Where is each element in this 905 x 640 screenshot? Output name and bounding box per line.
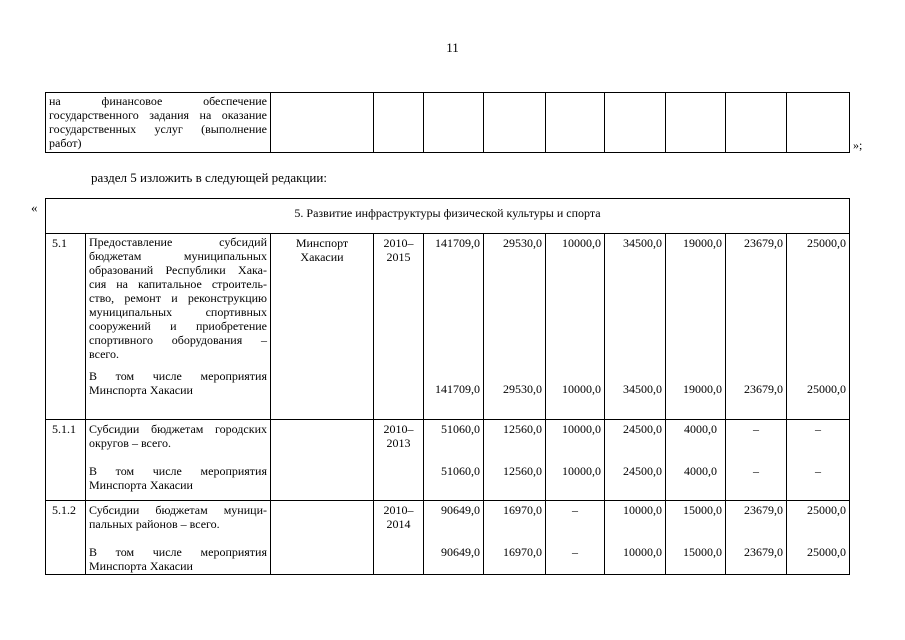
sub-value: 25000,0 bbox=[807, 382, 846, 396]
value: 23679,0 bbox=[744, 236, 783, 250]
value: 29530,0 bbox=[503, 236, 542, 250]
empty-cell bbox=[424, 93, 484, 153]
value: 12560,0 bbox=[503, 422, 542, 436]
row-description bbox=[86, 501, 271, 575]
value: 141709,0 bbox=[435, 236, 480, 250]
period: 2010– 2015 bbox=[374, 234, 424, 420]
desc-line: сия на капитальное строитель- bbox=[89, 277, 267, 291]
value: 90649,0 bbox=[441, 503, 480, 517]
value: 24500,0 bbox=[623, 422, 662, 436]
value-cell bbox=[424, 420, 484, 501]
sub-value: 10000,0 bbox=[562, 464, 601, 478]
section-title: 5. Развитие инфраструктуры физической культуры и спорта bbox=[46, 199, 850, 234]
previous-table-fragment bbox=[45, 92, 850, 153]
sub-value: 16970,0 bbox=[503, 545, 542, 559]
value-cell bbox=[726, 501, 787, 575]
closing-quote: »; bbox=[853, 138, 863, 152]
sub-value: 34500,0 bbox=[623, 382, 662, 396]
value: 25000,0 bbox=[807, 503, 846, 517]
sub-value: 90649,0 bbox=[441, 545, 480, 559]
period: 2010– 2013 bbox=[374, 420, 424, 501]
value: 51060,0 bbox=[441, 422, 480, 436]
empty-cell bbox=[484, 93, 546, 153]
period: 2010– 2014 bbox=[374, 501, 424, 575]
table-row bbox=[46, 420, 850, 501]
table-row bbox=[46, 93, 850, 153]
value: 16970,0 bbox=[503, 503, 542, 517]
value-cell bbox=[424, 501, 484, 575]
sub-value: 15000,0 bbox=[683, 545, 722, 559]
row-description bbox=[86, 234, 271, 420]
row-description bbox=[86, 420, 271, 501]
desc-line: сооружений и приобретение bbox=[89, 319, 267, 333]
desc-text: Субсидии бюджетам городских округов – всего. bbox=[89, 422, 267, 450]
executor bbox=[271, 501, 374, 575]
value-cell bbox=[605, 234, 666, 420]
value-cell bbox=[546, 501, 605, 575]
value-cell bbox=[787, 501, 850, 575]
value: 19000,0 bbox=[683, 236, 722, 250]
value: 25000,0 bbox=[807, 236, 846, 250]
sub-value: – bbox=[572, 545, 578, 559]
value-cell bbox=[546, 420, 605, 501]
sub-description: В том числе мероприятия Минспорта Хакасии bbox=[89, 464, 267, 492]
value-cell bbox=[666, 501, 726, 575]
sub-value: 25000,0 bbox=[807, 545, 846, 559]
value-cell bbox=[787, 234, 850, 420]
sub-value: 141709,0 bbox=[435, 382, 480, 396]
value-cell bbox=[484, 420, 546, 501]
empty-cell bbox=[546, 93, 605, 153]
sub-value: 4000,0 bbox=[684, 464, 717, 478]
sub-value: 23679,0 bbox=[744, 545, 783, 559]
empty-cell bbox=[605, 93, 666, 153]
desc-line: образований Республики Хака- bbox=[89, 263, 267, 277]
value: – bbox=[815, 422, 821, 436]
value-cell bbox=[666, 420, 726, 501]
value: – bbox=[753, 422, 759, 436]
empty-cell bbox=[271, 93, 374, 153]
row-number: 5.1 bbox=[46, 234, 86, 420]
section-header-row bbox=[46, 199, 850, 234]
desc-line: работ) bbox=[49, 136, 82, 150]
program-table bbox=[45, 198, 850, 575]
value-cell bbox=[787, 420, 850, 501]
value: 15000,0 bbox=[683, 503, 722, 517]
desc-line: бюджетам муниципальных bbox=[89, 249, 267, 263]
sub-description: В том числе мероприятия Минспорта Хакасии bbox=[89, 369, 267, 397]
sub-value: – bbox=[815, 464, 821, 478]
value-cell bbox=[726, 420, 787, 501]
sub-description: В том числе мероприятия Минспорта Хакасии bbox=[89, 545, 267, 573]
value: – bbox=[572, 503, 578, 517]
sub-value: 10000,0 bbox=[562, 382, 601, 396]
value-cell bbox=[484, 234, 546, 420]
desc-text: Субсидии бюджетам муници-пальных районов – всего. bbox=[89, 503, 267, 531]
desc-line: спортивного оборудования – bbox=[89, 333, 267, 347]
desc-line: всего. bbox=[89, 347, 120, 361]
value-cell bbox=[605, 501, 666, 575]
sub-value: 23679,0 bbox=[744, 382, 783, 396]
sub-value: – bbox=[753, 464, 759, 478]
table-row bbox=[46, 234, 850, 420]
executor bbox=[271, 420, 374, 501]
row-number: 5.1.1 bbox=[46, 420, 86, 501]
value: 10000,0 bbox=[623, 503, 662, 517]
value-cell bbox=[666, 234, 726, 420]
sub-value: 51060,0 bbox=[441, 464, 480, 478]
sub-value: 12560,0 bbox=[503, 464, 542, 478]
value-cell bbox=[605, 420, 666, 501]
empty-cell bbox=[374, 93, 424, 153]
desc-line: ство, ремонт и реконструкцию bbox=[89, 291, 267, 305]
executor: Минспорт Хакасии bbox=[271, 234, 374, 420]
desc-line: на финансовое обеспечение bbox=[49, 94, 267, 108]
value-cell bbox=[484, 501, 546, 575]
value-cell bbox=[424, 234, 484, 420]
desc-line: Предоставление субсидий bbox=[89, 235, 267, 249]
row-description bbox=[46, 93, 271, 153]
empty-cell bbox=[726, 93, 787, 153]
opening-quote: « bbox=[31, 200, 38, 215]
value: 34500,0 bbox=[623, 236, 662, 250]
row-number: 5.1.2 bbox=[46, 501, 86, 575]
page-number: 11 bbox=[446, 40, 459, 55]
table-row bbox=[46, 501, 850, 575]
desc-line: муниципальных спортивных bbox=[89, 305, 267, 319]
value-cell bbox=[726, 234, 787, 420]
value: 10000,0 bbox=[562, 236, 601, 250]
sub-value: 10000,0 bbox=[623, 545, 662, 559]
value-cell bbox=[546, 234, 605, 420]
value: 23679,0 bbox=[744, 503, 783, 517]
desc-line: государственного задания на оказание bbox=[49, 108, 267, 122]
empty-cell bbox=[666, 93, 726, 153]
value: 10000,0 bbox=[562, 422, 601, 436]
desc-line: государственных услуг (выполнение bbox=[49, 122, 267, 136]
sub-value: 19000,0 bbox=[683, 382, 722, 396]
intro-text: раздел 5 изложить в следующей редакции: bbox=[91, 170, 327, 185]
sub-value: 24500,0 bbox=[623, 464, 662, 478]
sub-value: 29530,0 bbox=[503, 382, 542, 396]
empty-cell bbox=[787, 93, 850, 153]
value: 4000,0 bbox=[684, 422, 717, 436]
